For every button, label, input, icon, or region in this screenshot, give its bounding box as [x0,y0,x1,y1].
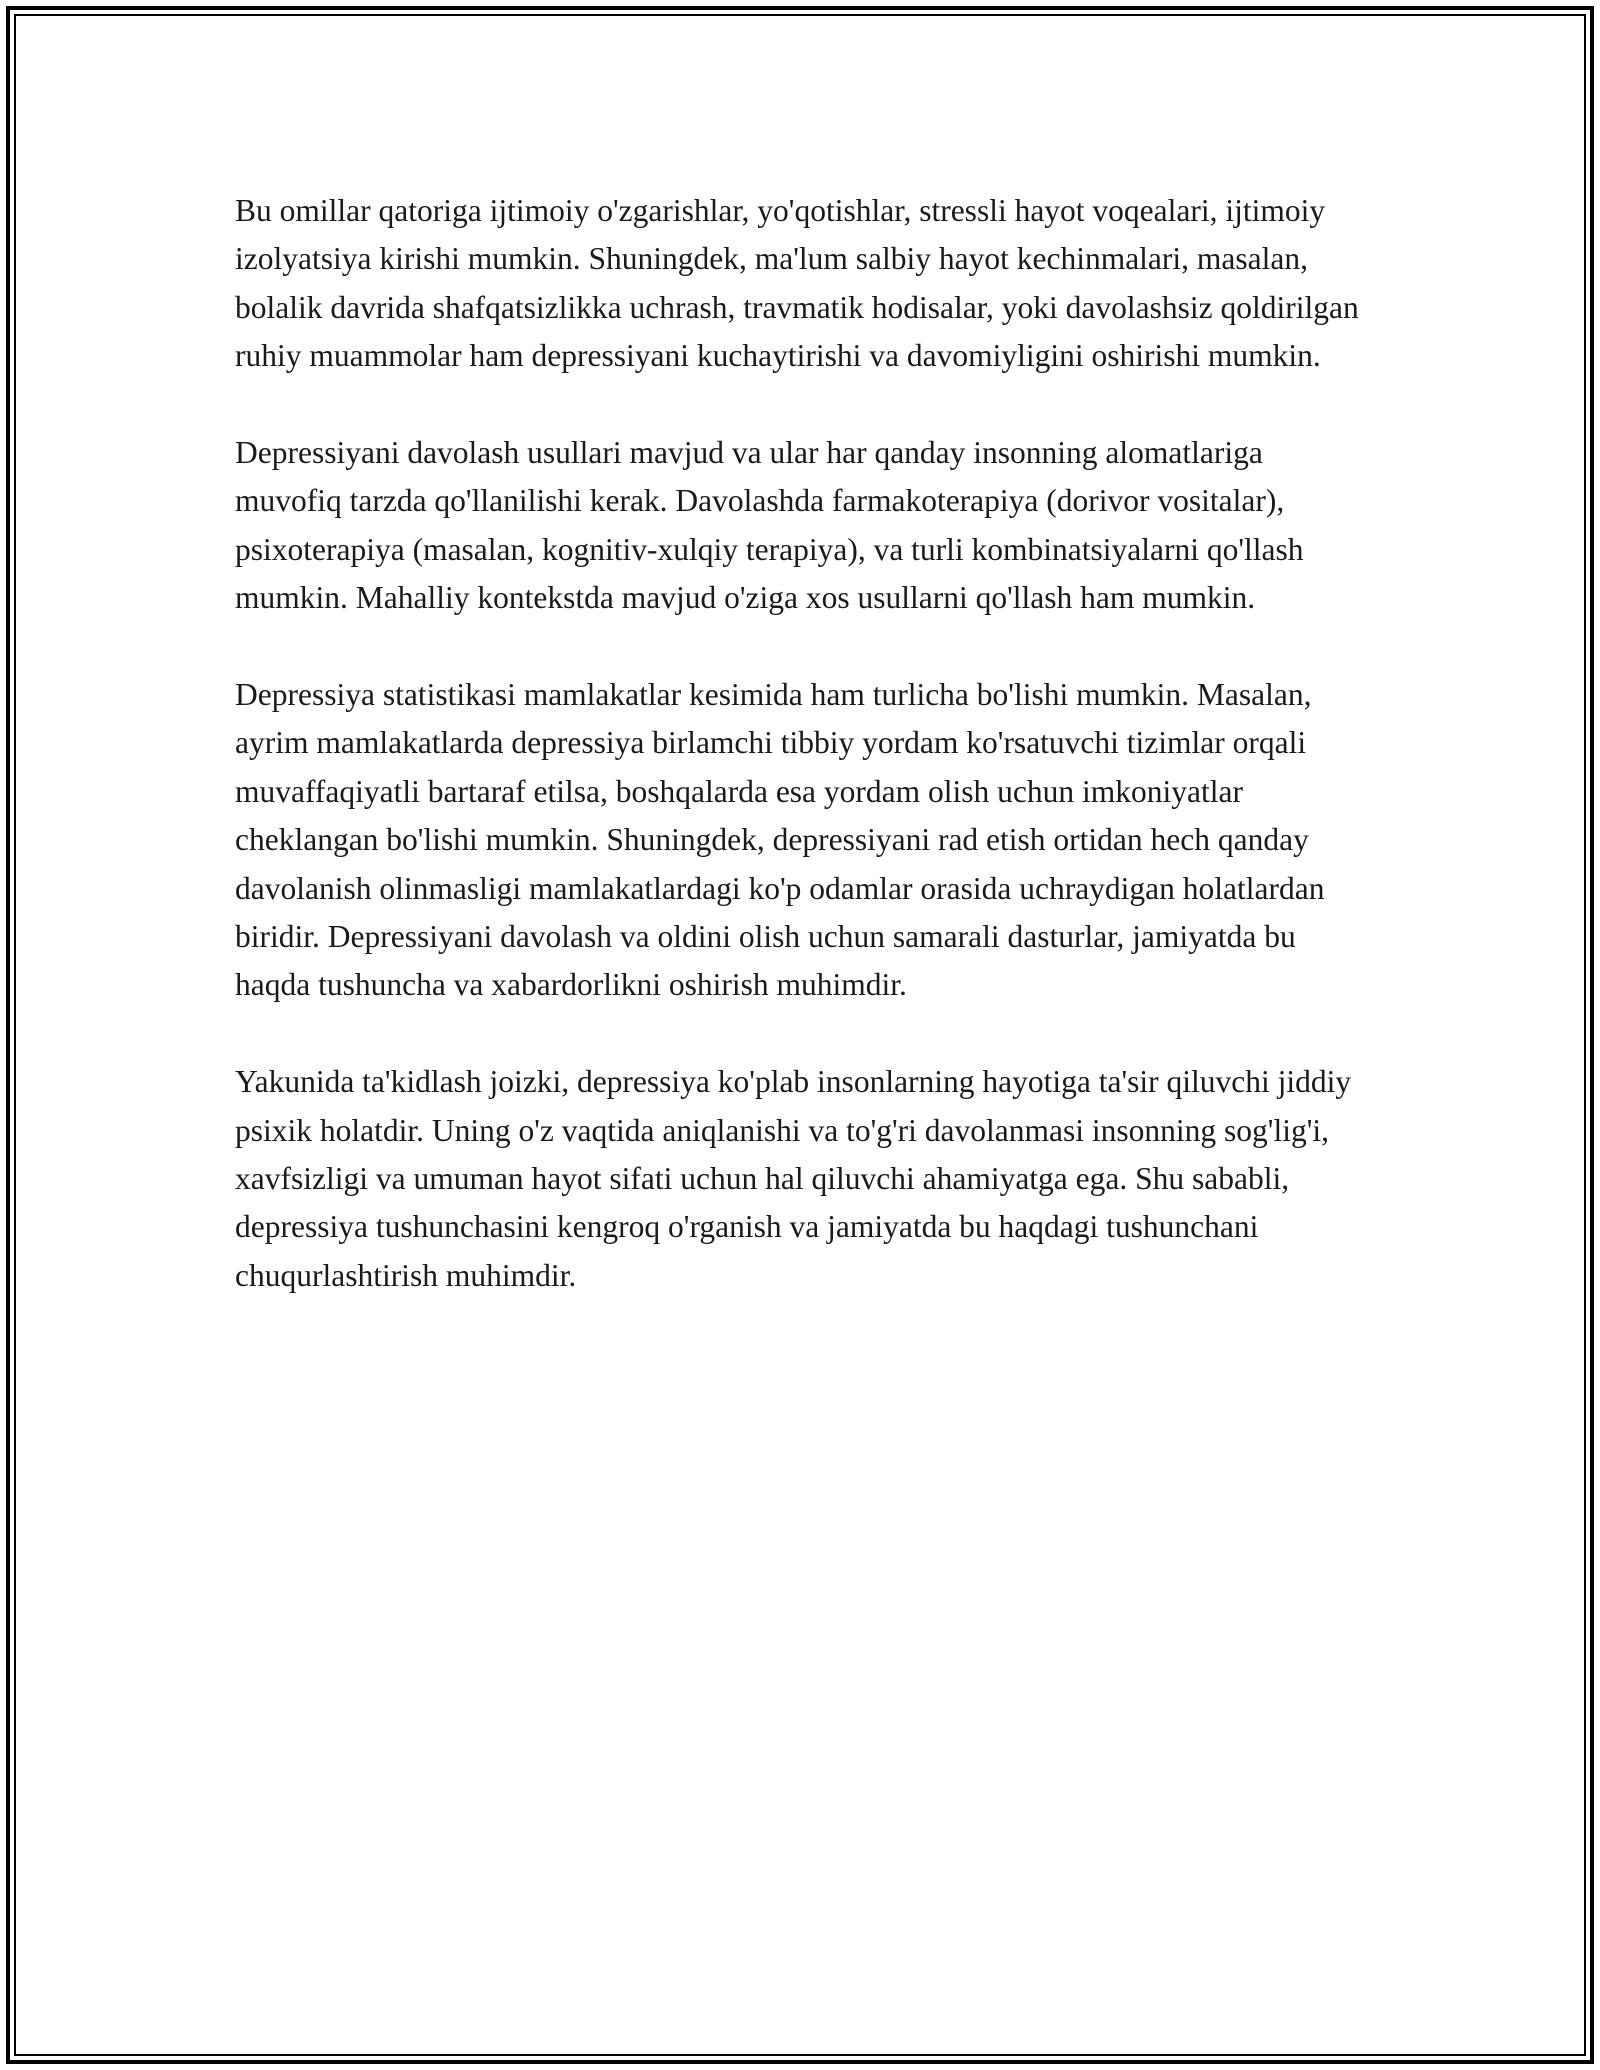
paragraph-4: Yakunida ta'kidlash joizki, depressiya ko'plab insonlarning hayotiga ta'sir qiluvchi jiddiy psixik holatdir. Uning o'z vaqtida aniqlanishi va to'g'ri davolanmasi insonning sog'lig'i, xavfsizligi va umuman hayot sifati uchun hal qiluvchi ahamiyatga ega. Shu sababli, depressiya tushunchasini kengroq o'rganish va jamiyatda bu haqdagi tushunchani chuqurlashtirish muhimdir. [235,1064,1352,1293]
paragraph-2: Depressiyani davolash usullari mavjud va ular har qanday insonning alomatlariga muvofiq tarzda qo'llanilishi kerak. Davolashda farmakoterapiya (dorivor vositalar), psixoterapiya (masalan, kognitiv-xulqiy terapiya), va turli kombinatsiyalarni qo'llash mumkin. Mahalliy kontekstda mavjud o'ziga xos usullarni qo'llash ham mumkin. [235,435,1304,616]
paragraph-1: Bu omillar qatoriga ijtimoiy o'zgarishlar, yo'qotishlar, stressli hayot voqealari, ijtimoiy izolyatsiya kirishi mumkin. Shuningdek, ma'lum salbiy hayot kechinmalari, masalan, bolalik davrida shafqatsizlikka uchrash, travmatik hodisalar, yoki davolashsiz qoldirilgan ruhiy muammolar ham depressiyani kuchaytirishi va davomiyligini oshirishi mumkin. [235,193,1359,374]
paragraph-3: Depressiya statistikasi mamlakatlar kesimida ham turlicha bo'lishi mumkin. Masalan, ayrim mamlakatlarda depressiya birlamchi tibbiy yordam ko'rsatuvchi tizimlar orqali muvaffaqiyatli bartaraf etilsa, boshqalarda esa yordam olish uchun imkoniyatlar cheklangan bo'lishi mumkin. Shuningdek, depressiyani rad etish ortidan hech qanday davolanish olinmasligi mamlakatlardagi ko'p odamlar orasida uchraydigan holatlardan biridir. Depressiyani davolash va oldini olish uchun samarali dasturlar, jamiyatda bu haqda tushuncha va xabardorlikni oshirish muhimdir. [235,677,1325,1003]
document-body [235,187,1370,1300]
